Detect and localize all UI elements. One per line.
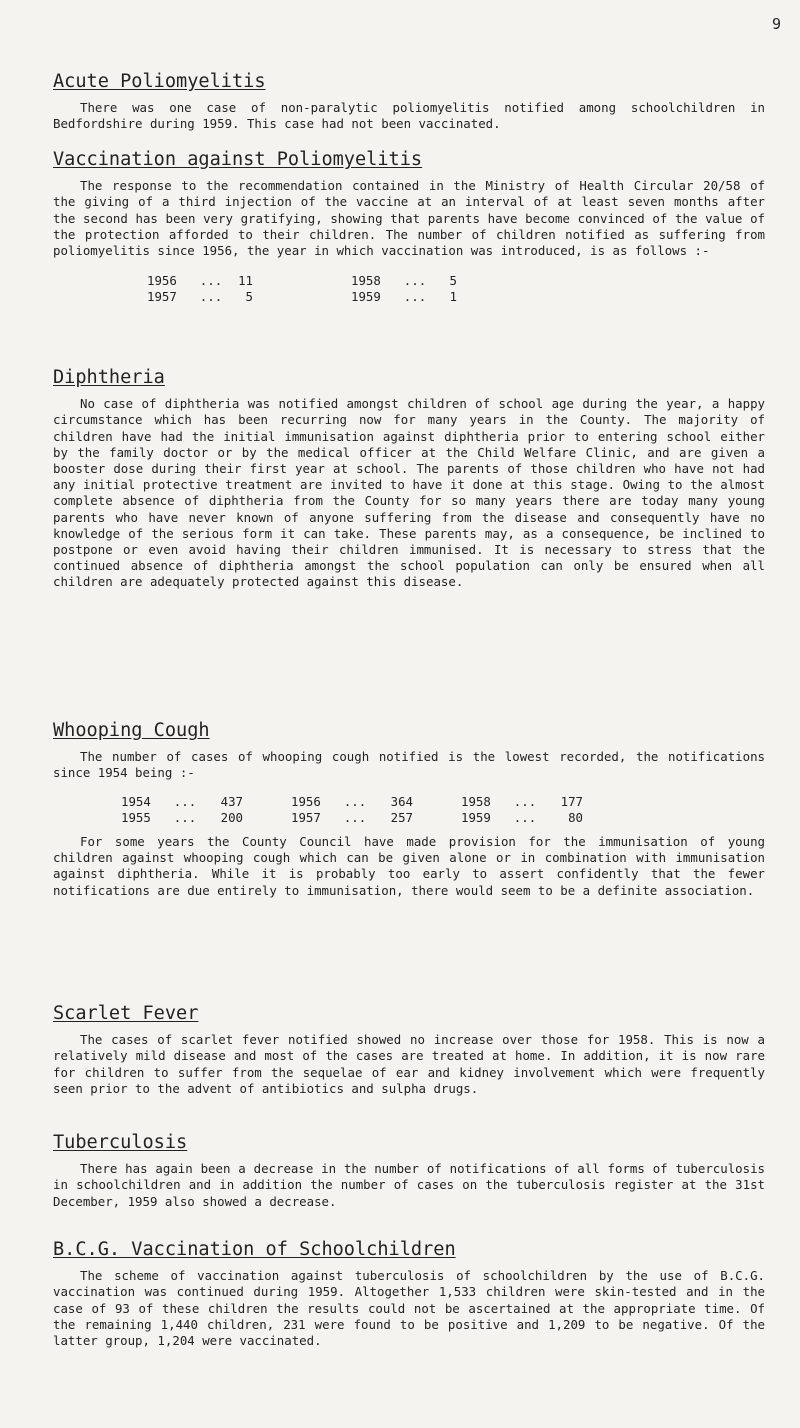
count: 11 — [238, 273, 253, 289]
table-cell: 1954 ... 437 — [121, 793, 243, 809]
section-heading: B.C.G. Vaccination of Schoolchildren — [53, 1239, 456, 1260]
table-row — [121, 794, 765, 810]
table-row — [147, 273, 765, 289]
count: 80 — [568, 809, 583, 825]
table-cell: 1957 ... 5 — [147, 289, 253, 305]
section-heading: Acute Poliomyelitis — [53, 71, 266, 92]
year: 1956 — [147, 273, 177, 289]
section-heading: Vaccination against Poliomyelitis — [53, 149, 423, 170]
year: 1958 — [461, 793, 491, 809]
count: 257 — [390, 809, 413, 825]
section-tuberculosis — [53, 1132, 765, 1210]
paragraph: The cases of scarlet fever notified showed no increase over those for 1958. This is now a relatively mild disease and most of the cases are treated at home. In addition, it is now rare for children to suffer from the sequelae of ear and kidney involvement which were frequently seen prior to the advent of antibiotics and sulpha drugs. — [53, 1032, 765, 1096]
table-cell: 1959 ... 1 — [351, 289, 457, 305]
section-acute-poliomyelitis — [53, 71, 765, 133]
table-cell: 1955 ... 200 — [121, 809, 243, 825]
table-row — [147, 289, 765, 305]
section-scarlet-fever — [53, 1003, 765, 1097]
count: 437 — [220, 793, 243, 809]
section-heading: Whooping Cough — [53, 720, 210, 741]
paragraph: There was one case of non-paralytic poliomyelitis notified among schoolchildren in Bedfordshire during 1959. This case had not been vaccinated. — [53, 100, 765, 132]
paragraph: No case of diphtheria was notified amongst children of school age during the year, a happy circumstance which has been recurring now for many years in the County. The majority of children have had the initial immunisation against diphtheria prior to entering school either by the family doctor or by the medical officer at the Child Welfare Clinic, and are given a booster dose during their first year at school. The parents of those children who have not had any initial protective treatment are invited to have it done at this stage. Owing to the almost complete absence of diphtheria from the County for so many years there are today many young parents who have never known of anyone suffering from the disease and consequently have no knowledge of the serious form it can take. These parents may, as a consequence, be inclined to postpone or even avoid having their children immunised. It is necessary to stress that the continued absence of diphtheria amongst the school population can only be ensured when all children are adequately protected against this disease. — [53, 396, 765, 590]
section-diphtheria — [53, 367, 765, 591]
section-bcg-vaccination — [53, 1239, 765, 1349]
count: 1 — [449, 289, 457, 305]
count: 364 — [390, 793, 413, 809]
year: 1958 — [351, 273, 381, 289]
year: 1957 — [147, 289, 177, 305]
count: 177 — [560, 793, 583, 809]
year: 1956 — [291, 793, 321, 809]
table-cell: 1956 ... 364 — [291, 793, 413, 809]
section-heading: Scarlet Fever — [53, 1003, 199, 1024]
table-cell: 1957 ... 257 — [291, 809, 413, 825]
whooping-cough-table — [121, 794, 765, 826]
paragraph: The number of cases of whooping cough notified is the lowest recorded, the notifications since 1954 being :- — [53, 749, 765, 781]
table-cell: 1959 ... 80 — [461, 809, 583, 825]
count: 5 — [245, 289, 253, 305]
table-row — [121, 810, 765, 826]
paragraph: The response to the recommendation contained in the Ministry of Health Circular 20/58 of the giving of a third injection of the vaccine at an interval of at least seven months after the second has been very gratifying, showing that parents have become convinced of the value of the protection afforded to their children. The number of children notified as suffering from poliomyelitis since 1956, the year in which vaccination was introduced, is as follows :- — [53, 178, 765, 259]
section-heading: Tuberculosis — [53, 1132, 188, 1153]
section-whooping-cough — [53, 720, 765, 899]
paragraph: There has again been a decrease in the number of notifications of all forms of tuberculosis in schoolchildren and in addition the number of cases on the tuberculosis register at the 31st December, 1959 also showed a decrease. — [53, 1161, 765, 1209]
table-cell: 1956 ... 11 — [147, 273, 253, 289]
paragraph: For some years the County Council have made provision for the immunisation of young children against whooping cough which can be given alone or in combination with immunisation against diphtheria. While it is probably too early to assert confidently that the fewer notifications are due entirely to immunisation, there would seem to be a definite association. — [53, 834, 765, 898]
section-vaccination-against-poliomyelitis — [53, 149, 765, 306]
section-heading: Diphtheria — [53, 367, 165, 388]
count: 5 — [449, 273, 457, 289]
year: 1959 — [461, 809, 491, 825]
polio-cases-table — [147, 273, 765, 305]
year: 1954 — [121, 793, 151, 809]
year: 1955 — [121, 809, 151, 825]
page-number: 9 — [772, 15, 782, 33]
year: 1957 — [291, 809, 321, 825]
table-cell: 1958 ... 177 — [461, 793, 583, 809]
count: 200 — [220, 809, 243, 825]
paragraph: The scheme of vaccination against tuberculosis of schoolchildren by the use of B.C.G. vaccination was continued during 1959. Altogether 1,533 children were skin-tested and in the case of 93 of these children the results could not be ascertained at the appropriate time. Of the remaining 1,440 children, 231 were found to be positive and 1,209 to be negative. Of the latter group, 1,204 were vaccinated. — [53, 1268, 765, 1349]
year: 1959 — [351, 289, 381, 305]
table-cell: 1958 ... 5 — [351, 273, 457, 289]
